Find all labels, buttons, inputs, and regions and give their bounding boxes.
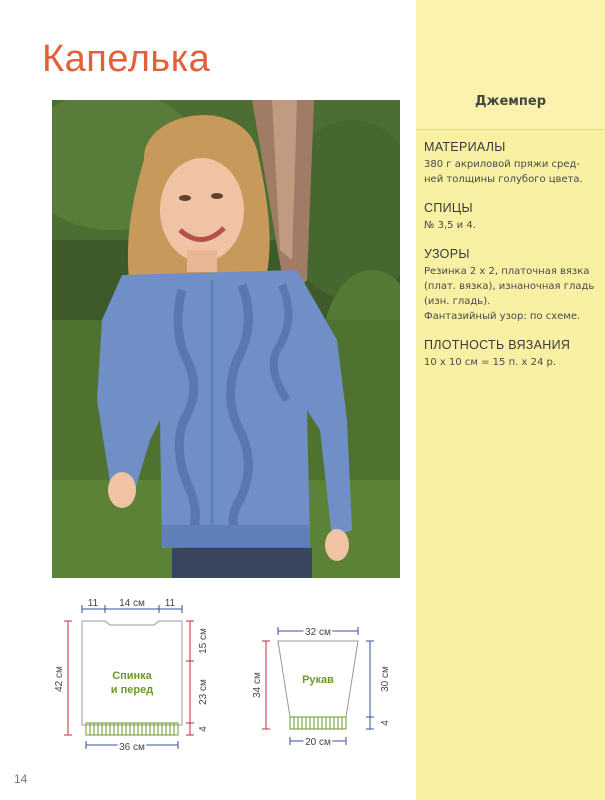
section-heading: УЗОРЫ [424,247,470,261]
sleeve-label: Рукав [302,674,334,686]
sidebar-body [424,140,600,384]
dim-sleeve-top: 32 см [305,627,331,638]
photo-child-sweater [52,100,400,578]
dim-body-right-mid: 23 см [198,679,209,705]
body-label-2: и перед [110,684,154,696]
section-line: 380 г акриловой пряжи сред- [424,159,581,170]
section-line: ней толщины голубого цвета. [424,174,583,185]
dim-body-right-top: 15 см [198,628,209,654]
body-label-1: Спинка [112,670,152,682]
dim-body-right-bottom: 4 [198,726,209,732]
dim-top-mid: 14 см [119,598,145,609]
section-line: № 3,5 и 4. [424,220,476,231]
dim-sleeve-right-bottom: 4 [380,720,391,726]
scheme-body [54,598,209,753]
dim-body-left: 42 см [54,666,65,692]
dim-top-right: 11 [164,598,176,609]
scheme-sleeve [252,627,391,748]
section-line: Резинка 2 х 2, платочная вязка [424,266,590,277]
dim-sleeve-right: 30 см [380,666,391,692]
page-title: Капелька [42,38,211,80]
sidebar-header [416,0,605,130]
section-heading: СПИЦЫ [424,201,473,215]
section-line: (плат. вязка), изнаночная гладь [424,281,595,292]
info-sidebar [416,0,605,800]
photo-illustration [52,100,400,578]
section-gauge [424,338,600,370]
knitting-schemes [50,595,410,760]
page-number: 14 [14,772,28,786]
dim-body-bottom: 36 см [119,742,145,753]
section-patterns [424,247,600,324]
dim-sleeve-left: 34 см [252,672,263,698]
section-heading: ПЛОТНОСТЬ ВЯЗАНИЯ [424,338,571,352]
dim-top-left: 11 [87,598,99,609]
section-line: 10 х 10 см = 15 п. х 24 р. [424,357,557,368]
section-materials [424,140,600,187]
section-needles [424,201,600,233]
section-heading: МАТЕРИАЛЫ [424,140,506,154]
dim-sleeve-bottom: 20 см [305,737,331,748]
section-line: Фантазийный узор: по схеме. [424,311,581,322]
section-line: (изн. гладь). [424,296,491,307]
garment-name: Джемпер [474,94,547,109]
